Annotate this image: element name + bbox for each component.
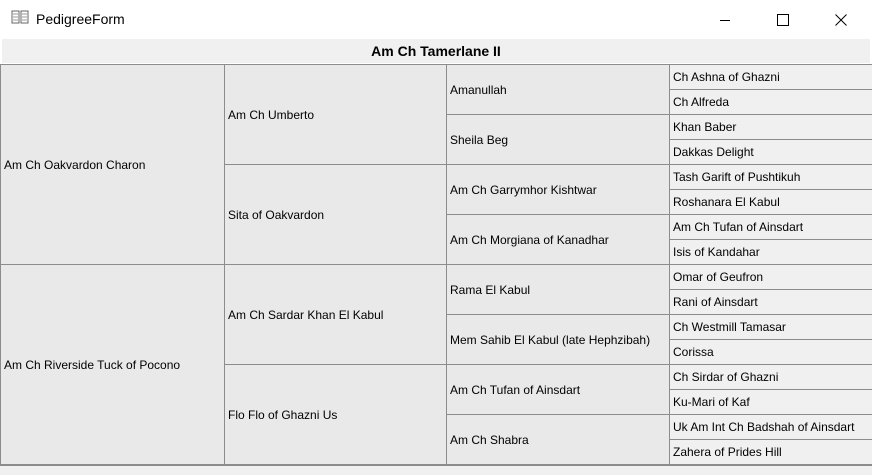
gen3-cell[interactable]: Mem Sahib El Kabul (late Hephzibah) — [446, 314, 670, 365]
gen2-cell[interactable]: Am Ch Sardar Khan El Kabul — [224, 264, 447, 365]
gen4-cell[interactable]: Ch Sirdar of Ghazni — [669, 364, 872, 390]
gen2-cell[interactable]: Flo Flo of Ghazni Us — [224, 364, 447, 465]
close-icon — [835, 14, 847, 26]
app-icon — [11, 9, 29, 25]
gen4-cell[interactable]: Ch Alfreda — [669, 89, 872, 115]
gen3-cell[interactable]: Am Ch Tufan of Ainsdart — [446, 364, 670, 415]
close-button[interactable] — [812, 0, 870, 39]
gen4-cell[interactable]: Roshanara El Kabul — [669, 189, 872, 215]
gen4-cell[interactable]: Omar of Geufron — [669, 264, 872, 290]
gen3-cell[interactable]: Am Ch Shabra — [446, 414, 670, 465]
gen2-cell[interactable]: Sita of Oakvardon — [224, 164, 447, 265]
gen4-cell[interactable]: Ch Westmill Tamasar — [669, 314, 872, 340]
minimize-button[interactable] — [696, 0, 754, 39]
gen4-cell[interactable]: Rani of Ainsdart — [669, 289, 872, 315]
gen4-cell[interactable]: Am Ch Tufan of Ainsdart — [669, 214, 872, 240]
gen4-cell[interactable]: Corissa — [669, 339, 872, 365]
gen4-cell[interactable]: Ch Ashna of Ghazni — [669, 64, 872, 90]
gen2-cell[interactable]: Am Ch Umberto — [224, 64, 447, 165]
window-title: PedigreeForm — [36, 11, 125, 27]
gen4-cell[interactable]: Zahera of Prides Hill — [669, 439, 872, 465]
gen3-cell[interactable]: Sheila Beg — [446, 114, 670, 165]
gen4-cell[interactable]: Isis of Kandahar — [669, 239, 872, 265]
gen4-cell[interactable]: Ku-Mari of Kaf — [669, 389, 872, 415]
gen3-cell[interactable]: Amanullah — [446, 64, 670, 115]
maximize-icon — [777, 14, 789, 26]
dam-cell[interactable]: Am Ch Riverside Tuck of Pocono — [0, 264, 225, 465]
gen4-cell[interactable]: Uk Am Int Ch Badshah of Ainsdart — [669, 414, 872, 440]
gen3-cell[interactable]: Rama El Kabul — [446, 264, 670, 315]
gen3-cell[interactable]: Am Ch Morgiana of Kanadhar — [446, 214, 670, 265]
title-bar — [0, 0, 872, 39]
gen3-cell[interactable]: Am Ch Garrymhor Kishtwar — [446, 164, 670, 215]
gen4-cell[interactable]: Dakkas Delight — [669, 139, 872, 165]
maximize-button[interactable] — [754, 0, 812, 39]
bottom-edge — [0, 465, 872, 475]
sire-cell[interactable]: Am Ch Oakvardon Charon — [0, 64, 225, 265]
gen4-cell[interactable]: Tash Garift of Pushtikuh — [669, 164, 872, 190]
subject-dog-name: Am Ch Tamerlane II — [1, 39, 870, 63]
minimize-icon — [719, 14, 731, 26]
gen4-cell[interactable]: Khan Baber — [669, 114, 872, 140]
